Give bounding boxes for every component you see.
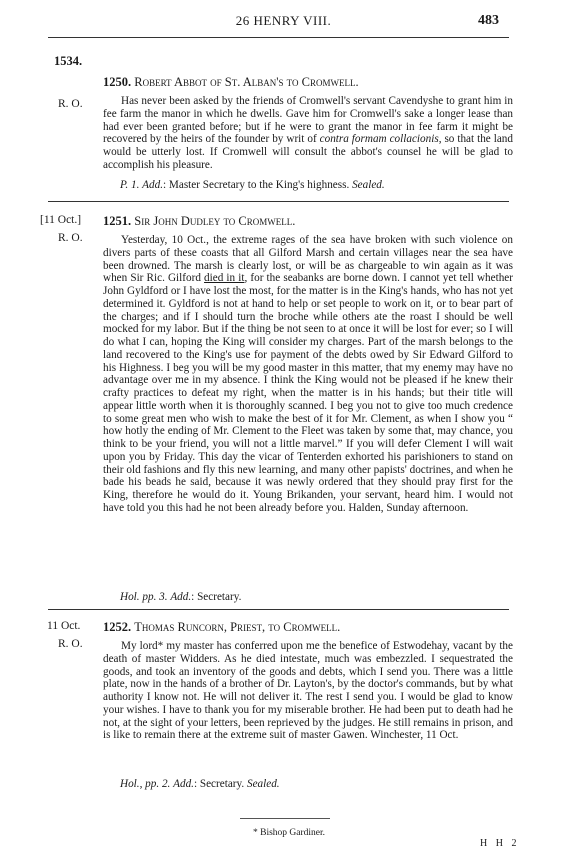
footnote: * Bishop Gardiner.: [253, 828, 326, 838]
entry-heading-1251: [103, 214, 295, 229]
entry-heading-1252: [103, 620, 340, 635]
foot-pages: Hol., pp. 2.: [120, 778, 171, 790]
margin-year: 1534.: [54, 54, 83, 68]
foot-address: : Secretary.: [193, 778, 245, 790]
running-head: [0, 13, 567, 31]
text-part: Has never been asked by the friends of Cromwell's servant Cavendyshe to grant him in fee farm the manor in which he dwells. Gave him for Cromwell's sake a longer lease than had ever been granted before; but if he were to grant the manor in fee farm it might be recovered by the heirs of the founder by writ of: [103, 95, 513, 146]
foot-address: : Secretary.: [191, 591, 242, 603]
foot-sealed: Sealed.: [352, 179, 385, 191]
entry-number: 1251.: [103, 214, 132, 228]
text-part: Yesterday, 10 Oct., the extreme rages of the sea have broken with such violence on divers parts of these coasts that all Gilford Marsh and certain villages near the sea have been drowned. The marsh is clearly lost, or will be as chargeable to win again as it was when Sir Ric. Gilford: [103, 234, 513, 285]
foot-add: Add.: [170, 591, 192, 603]
entry-heading-1250: [103, 75, 359, 90]
text-part: , so that the land would be utterly lost. If Cromwell will consult the abbot's counsel he will be glad to accomplish his pleasure.: [103, 133, 513, 171]
page-number: 483: [478, 13, 499, 28]
margin-date-1251: [11 Oct.]: [40, 214, 82, 226]
foot-pages: P. 1.: [120, 179, 140, 191]
latin-phrase: contra formam collacionis: [319, 133, 439, 146]
entry-title: Robert Abbot of St. Alban's to Cromwell.: [134, 75, 359, 89]
entry-text-1251: [103, 234, 513, 515]
entry-rule: [48, 609, 509, 610]
margin-source-1250: R. O.: [58, 98, 83, 110]
footnote-rule: [240, 818, 330, 819]
entry-number: 1252.: [103, 620, 132, 634]
entry-foot-1250: [120, 179, 385, 191]
entry-text-1250: [103, 95, 513, 172]
running-title: 26 HENRY VIII.: [235, 13, 332, 28]
margin-source-1252: R. O.: [58, 638, 83, 650]
margin-date-1252: 11 Oct.: [47, 620, 81, 632]
foot-add: Add.: [173, 778, 194, 790]
entry-text-1252: My lord* my master has conferred upon me the benefice of Estwodehay, vacant by the death of master Widders. As he died intestate, much was embezzled. I sequestrated the goods, and took an inventory of the goods and debts, which I send you. There was a little plate, now in the hands of a brother of Dr. Layton's, by the doctor's commands, but by what authority I know not. He will not deliver it. The rest I send you. I would be glad to know your wishes. I have to thank you for my miserable brother. He had been put to death had he not, at the sight of your letters, been reprieved by the judges. He still remains in prison, and is like to remain there at the extreme suit of master Gawen. Winchester, 11 Oct.: [103, 640, 513, 742]
underlined-phrase: died in it: [204, 272, 245, 285]
entry-title: Thomas Runcorn, Priest, to Cromwell.: [134, 620, 341, 634]
entry-rule: [48, 201, 509, 202]
foot-address: : Master Secretary to the King's highness.: [163, 179, 350, 191]
entry-foot-1251: [120, 591, 241, 603]
entry-title: Sir John Dudley to Cromwell.: [134, 214, 296, 228]
entry-foot-1252: [120, 778, 280, 790]
foot-pages: Hol. pp. 3.: [120, 591, 168, 603]
foot-sealed: Sealed.: [246, 778, 280, 790]
signature-mark: H H 2: [480, 838, 520, 849]
text-part: , for the seabanks are borne down. I cannot yet tell whether John Gyldford or I have lost the most, for the matter is in the King's hands, who has not yet determined it. Gyldford is not at hand to help or set people to work on it, or to bear part of the charges; and if I should turn the broche while others ate the roast I should be well mocked for my labor. But if the thing be not seen to at once it will be lost for ever; so I will do what I can, hoping the King will consider my charges. Part of the marsh belongs to the land recovered to the King's use for payment of the debts owed by Sir Edward Gilford to his Highness. I beg you will be my good master in this matter, that my enemy may have no advantage over me in my absence. I think the King would not be pleased if he knew their crafty practices to defeat my right, when the matter is in his hands; but their title will appear little worth when it is thoroughly scanned. I beg you not to give too much credence to some great men who wish to make the best of it for Mr. Clement, as when I show you “ how hotly the ending of Mr. Clement to the Fleet was taken by some that, may chance, you think to be your friend, you will not a little marvel.” If you will defer Clement I will wait upon you by Friday. This day the vicar of Tenterden exhorted his parishioners to stand on their old fashions and fly this new learning, and many other papists' doctrines, and when he bade his beads he said, because it was newly ordered that they should pray first for the King, therefore he would do it. Young Brikanden, your servant, heard him. I would not have told you this had he not been already before you. Halden, Sunday afternoon.: [103, 272, 513, 514]
margin-source-1251: R. O.: [58, 232, 83, 244]
entry-number: 1250.: [103, 75, 132, 89]
header-rule: [48, 37, 509, 38]
foot-add: Add.: [142, 179, 163, 191]
